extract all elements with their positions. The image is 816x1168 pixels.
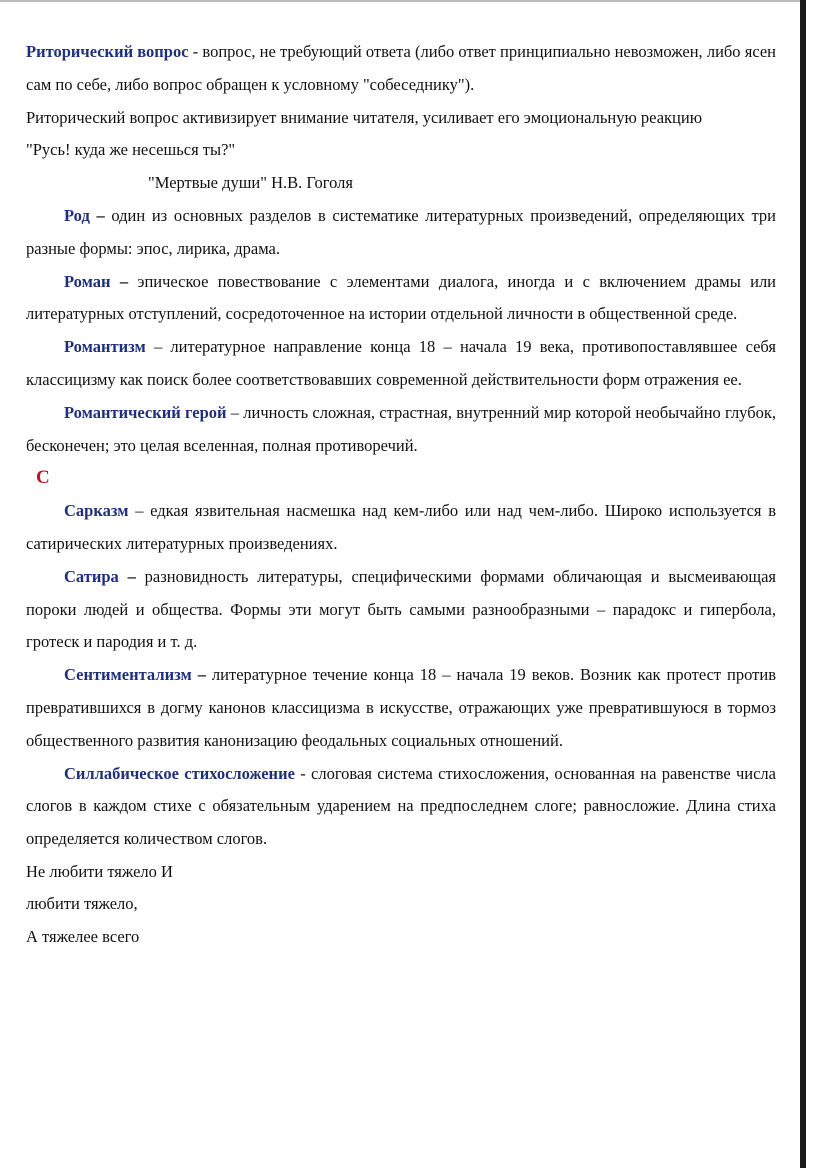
entry-sentimentalizm: Сентиментализм – литературное течение конца 18 – начала 19 веков. Возник как протест против превратившихся в догму канонов классицизма в искусстве, отражающих уже превратившуюся в тормоз общественного развития канонизацию феодальных социальных отношений.	[26, 665, 777, 750]
entry-romantichesky-geroy	[26, 397, 776, 463]
entry-ritorichesky-note: Риторический вопрос активизирует внимание читателя, усиливает его эмоциональную реакцию	[26, 107, 703, 127]
term-sentimentalizm: Сентиментализм	[64, 665, 192, 685]
term-ritorichesky: Риторический вопрос	[26, 42, 189, 61]
entry-satira: Сатира – разновидность литературы, специфическими формами обличающая и высмеивающая пороки людей и общества. Формы эти могут быть самыми разнообразными – парадокс и гипербола, гротеск и пародия и т. д.	[26, 566, 777, 652]
term-romantichesky-geroy: Романтический герой	[64, 402, 227, 422]
entry-sarkazm	[26, 495, 776, 561]
poem-line: А тяжелее всего	[26, 926, 140, 946]
example-quote: "Русь! куда же несешься ты?"	[26, 140, 236, 160]
example-source: "Мертвые души" Н.В. Гоголя	[148, 173, 353, 193]
poem-line: Не любити тяжело И	[26, 861, 173, 881]
poem-line: любити тяжело,	[26, 894, 138, 914]
term-rod: Род	[64, 205, 90, 225]
entry-ritorichesky	[26, 36, 776, 102]
term-satira: Сатира	[64, 566, 119, 586]
document-body	[26, 36, 776, 953]
definition-romantichesky-geroy: – личность сложная, страстная, внутренний мир которой необычайно глубок, бесконечен; это целая вселенная, полная противоречий.	[26, 402, 777, 455]
definition-ritorichesky: - вопрос, не требующий ответа (либо ответ принципиально невозможен, либо ясен сам по себе, либо вопрос обращен к условному "собеседнику").	[26, 42, 776, 94]
section-letter-s	[26, 462, 776, 495]
definition-sillabicheskoe: - слоговая система стихосложения, основанная на равенстве числа слогов в каждом стихе с обязательным ударением на предпоследнем слоге; равносложие. Длина стиха определяется количеством слогов.	[26, 763, 776, 849]
entry-roman: Роман – эпическое повествование с элементами диалога, иногда и с включением драмы или литературных отступлений, сосредоточенное на истории отдельной личности в общественной среде.	[26, 271, 777, 324]
entry-romantizm	[26, 331, 776, 397]
term-romantizm: Романтизм	[64, 337, 146, 357]
definition-sarkazm: – едкая язвительная насмешка над кем-либо или над чем-либо. Широко используется в сатирических литературных произведениях.	[26, 501, 776, 553]
letter-heading: С	[36, 467, 50, 489]
entry-sillabicheskoe	[26, 758, 776, 856]
entry-rod: Род – один из основных разделов в систематике литературных произведений, определяющих три разные формы: эпос, лирика, драма.	[26, 205, 777, 258]
definition-sentimentalizm: литературное течение конца 18 – начала 19 веков. Возник как протест против превратившихся в догму канонов классицизма в искусстве, отражающих уже превратившуюся в тормоз общественного развития канонизацию феодальных социальных отношений.	[26, 665, 777, 750]
definition-satira: разновидность литературы, специфическими формами обличающая и высмеивающая пороки людей и общества. Формы эти могут быть самыми разнообразными – парадокс и гипербола, гротеск и пародия и т. д.	[26, 566, 777, 652]
definition-rod: один из основных разделов в систематике литературных произведений, определяющих три разные формы: эпос, лирика, драма.	[26, 205, 777, 258]
definition-romantizm: – литературное направление конца 18 – начала 19 века, противопоставлявшее себя классицизму как поиск более соответствовавших современной действительности форм отражения ее.	[26, 337, 776, 389]
term-sillabicheskoe: Силлабическое стихосложение	[64, 763, 295, 783]
definition-roman: эпическое повествование с элементами диалога, иногда и с включением драмы или литературных отступлений, сосредоточенное на истории отдельной личности в общественной среде.	[26, 271, 777, 324]
term-roman: Роман	[64, 271, 111, 291]
term-sarkazm: Сарказм	[64, 501, 129, 521]
